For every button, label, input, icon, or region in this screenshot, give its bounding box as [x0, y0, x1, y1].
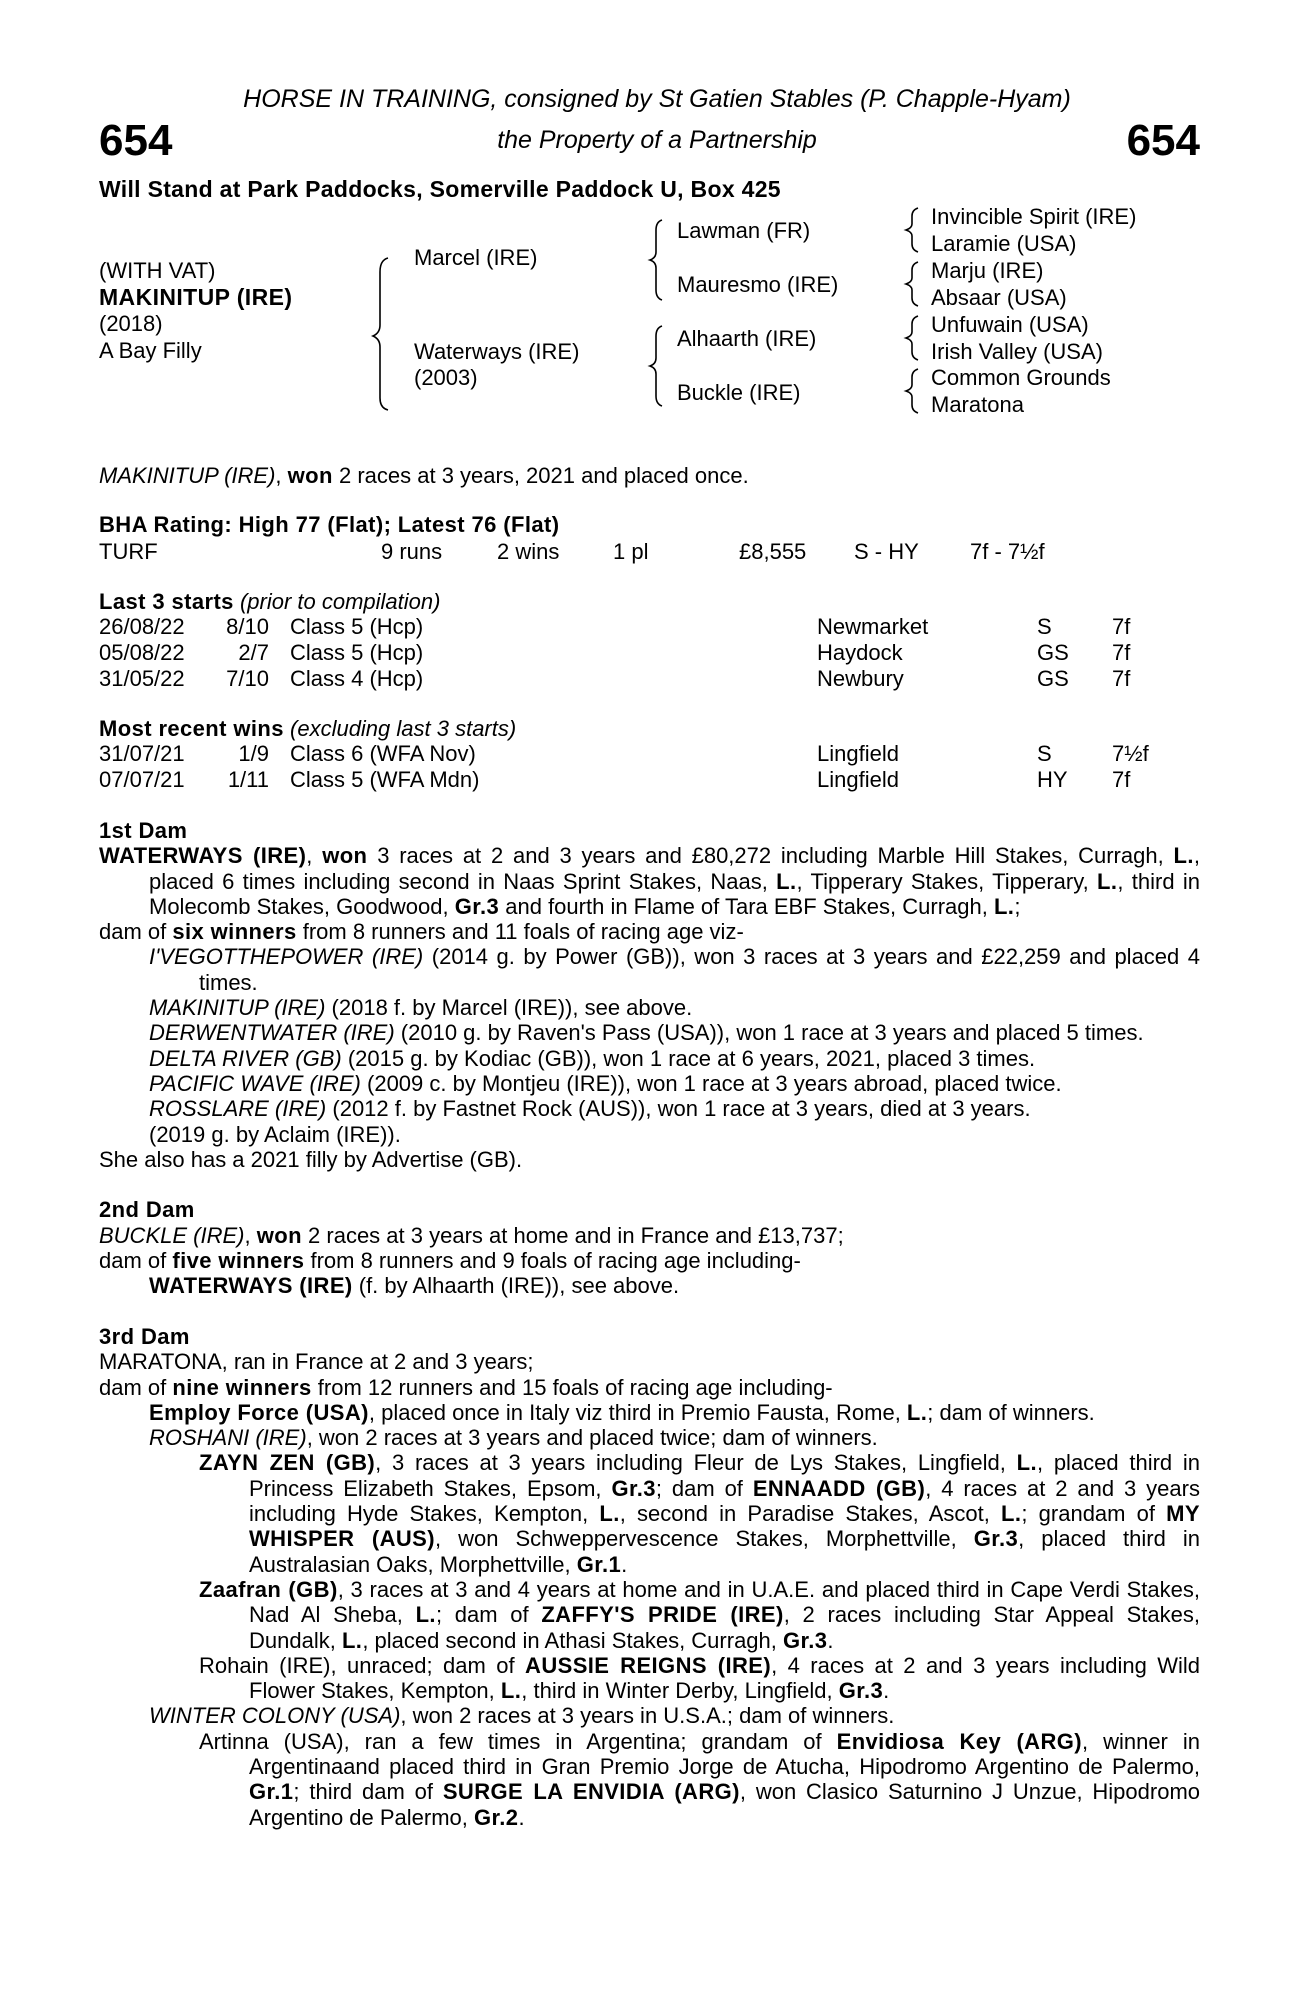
- text: .: [883, 1678, 890, 1704]
- text: , 3 races at 3 years including Fleur de Lys Stakes, Lingfield,: [375, 1450, 1017, 1476]
- recent-wins-heading: [99, 716, 516, 742]
- race-date: 26/08/22: [99, 614, 185, 639]
- race-dist: 7f: [1112, 640, 1131, 665]
- bold-text: L.: [1097, 868, 1118, 894]
- family-entry: [99, 1653, 1200, 1704]
- race-venue: Lingfield: [817, 767, 899, 792]
- bold-text: L.: [993, 893, 1015, 919]
- text: (2019 g. by Aclaim (IRE)).: [149, 1121, 401, 1147]
- bold-text: Gr.3: [783, 1627, 828, 1653]
- pedigree-braces: [0, 0, 1314, 440]
- rating-distance: 7f - 7½f: [970, 539, 1045, 564]
- family-entry: [99, 1577, 1200, 1653]
- race-dist: 7f: [1112, 767, 1131, 792]
- pedigree-dam-year: (2003): [414, 365, 478, 390]
- text: ,: [306, 843, 323, 869]
- brace-icon: [650, 220, 662, 300]
- family-entry: [99, 1223, 1200, 1248]
- bold-text: Gr.1: [249, 1779, 294, 1805]
- text: 3 races at 2 and 3 years and £80,272 including Marble Hill Stakes, Curragh,: [367, 843, 1174, 869]
- text: , won 2 races at 3 years in U.S.A.; dam of winners.: [400, 1703, 895, 1729]
- race-going: S: [1037, 614, 1052, 639]
- rating-prize: £8,555: [739, 539, 807, 564]
- rating-going: S - HY: [854, 539, 919, 564]
- bold-text: L.: [1016, 1450, 1037, 1476]
- race-pos: 2/7: [238, 640, 269, 665]
- race-date: 05/08/22: [99, 640, 185, 665]
- bold-text: L.: [341, 1627, 363, 1653]
- family-entry: [99, 995, 1200, 1020]
- family-entry: [99, 1400, 1200, 1425]
- family-entry: [99, 1046, 1200, 1071]
- family-entry: [99, 944, 1200, 995]
- lot-number-right: 654: [1126, 116, 1200, 165]
- text: (2012 f. by Fastnet Rock (AUS)), won 1 race at 3 years, died at 3 years.: [326, 1096, 1031, 1122]
- pedigree-great-grandparent: Maratona: [931, 392, 1024, 417]
- text: , placed third in Princess Elizabeth Stakes, Epsom,: [249, 1450, 1201, 1501]
- text: , placed 6 times including second in Naas Sprint Stakes, Naas,: [149, 843, 1200, 894]
- italic-text: WINTER COLONY (USA): [149, 1703, 401, 1729]
- italic-text: DERWENTWATER (IRE): [149, 1020, 395, 1046]
- last-starts-note: (prior to compilation): [233, 589, 441, 614]
- brace-icon: [906, 208, 918, 252]
- italic-text: I'VEGOTTHEPOWER (IRE): [149, 944, 424, 970]
- text: ;: [1014, 893, 1021, 919]
- text: .: [827, 1627, 834, 1653]
- vat-note: (WITH VAT): [99, 258, 216, 283]
- race-class: Class 6 (WFA Nov): [290, 741, 476, 766]
- text: (2009 c. by Montjeu (IRE)), won 1 race at 3 years abroad, placed twice.: [360, 1070, 1062, 1096]
- horse-year: (2018): [99, 311, 163, 336]
- text: dam of: [99, 919, 173, 945]
- text: Artinna (USA), ran a few times in Argentina; grandam of: [199, 1728, 837, 1754]
- family-entry: [99, 1147, 1200, 1172]
- brace-icon: [906, 316, 918, 360]
- text: and fourth in Flame of Tara EBF Stakes, Curragh,: [499, 893, 994, 919]
- race-date: 31/05/22: [99, 666, 185, 691]
- family-entry: [99, 1425, 1200, 1450]
- bold-text: six winners: [172, 919, 297, 945]
- summary-text: 2 races at 3 years, 2021 and placed once.: [332, 463, 749, 488]
- text: .: [621, 1551, 628, 1577]
- horse-name: MAKINITUP (IRE): [99, 284, 293, 310]
- bold-text: L.: [1173, 843, 1194, 869]
- italic-text: ROSHANI (IRE): [149, 1425, 307, 1451]
- text: , third in Molecomb Stakes, Goodwood,: [149, 868, 1200, 919]
- bold-text: won: [256, 1222, 302, 1248]
- bold-text: ZAFFY'S PRIDE (IRE): [541, 1602, 784, 1628]
- bold-text: WATERWAYS (IRE): [149, 1273, 353, 1299]
- pedigree-great-grandparent: Common Grounds: [931, 365, 1111, 390]
- bold-text: ENNAADD (GB): [752, 1475, 926, 1501]
- text: ,: [244, 1222, 257, 1248]
- dam-heading: 1st Dam: [99, 818, 188, 843]
- bold-text: five winners: [172, 1248, 305, 1274]
- text: MARATONA, ran in France at 2 and 3 years;: [99, 1349, 534, 1375]
- text: (2018 f. by Marcel (IRE)), see above.: [325, 995, 693, 1021]
- text: dam of: [99, 1374, 173, 1400]
- summary-horse-name: MAKINITUP (IRE): [99, 463, 276, 488]
- brace-icon: [650, 326, 662, 406]
- bold-text: Gr.2: [474, 1804, 519, 1830]
- race-venue: Haydock: [817, 640, 903, 665]
- bold-text: Gr.3: [838, 1678, 884, 1704]
- text: ; third dam of: [293, 1779, 443, 1805]
- text: , 4 races at 2 and 3 years including Hyde Stakes, Kempton,: [249, 1475, 1200, 1527]
- bold-text: nine winners: [172, 1374, 312, 1400]
- text: ; dam of winners.: [927, 1399, 1095, 1425]
- race-summary: [99, 463, 749, 489]
- race-pos: 7/10: [226, 666, 269, 691]
- pedigree-grandparent: Buckle (IRE): [677, 380, 801, 405]
- rating-wins: 2 wins: [497, 539, 560, 564]
- pedigree-sire: Marcel (IRE): [414, 245, 538, 270]
- text: , winner in Argentinaand placed third in Gran Premio Jorge de Atucha, Hipodromo Argentino de Palermo,: [249, 1728, 1200, 1779]
- pedigree-great-grandparent: Marju (IRE): [931, 258, 1044, 283]
- dam-heading: 3rd Dam: [99, 1323, 190, 1349]
- bold-text: SURGE LA ENVIDIA (ARG): [442, 1779, 740, 1805]
- family-entry: [99, 1349, 1200, 1374]
- bold-text: L.: [776, 868, 797, 894]
- text: (f. by Alhaarth (IRE)), see above.: [352, 1273, 680, 1299]
- horse-description: A Bay Filly: [99, 338, 202, 363]
- italic-text: PACIFIC WAVE (IRE): [149, 1070, 361, 1096]
- bold-text: L.: [599, 1501, 620, 1527]
- text: ; dam of: [435, 1602, 542, 1628]
- text: , Tipperary Stakes, Tipperary,: [796, 868, 1098, 894]
- pedigree-great-grandparent: Laramie (USA): [931, 231, 1077, 256]
- italic-text: BUCKLE (IRE): [99, 1222, 245, 1248]
- race-date: 07/07/21: [99, 767, 185, 792]
- stand-location: Will Stand at Park Paddocks, Somerville Paddock U, Box 425: [99, 176, 781, 202]
- dam-heading: 2nd Dam: [99, 1197, 195, 1223]
- pedigree-grandparent: Mauresmo (IRE): [677, 272, 839, 297]
- text: .: [518, 1804, 525, 1830]
- summary-won: won: [287, 463, 333, 488]
- text: from 8 runners and 11 foals of racing age viz-: [296, 919, 744, 945]
- pedigree-great-grandparent: Invincible Spirit (IRE): [931, 204, 1137, 229]
- bold-text: L.: [906, 1399, 928, 1425]
- text: from 8 runners and 9 foals of racing age including-: [304, 1248, 801, 1274]
- recent-wins-note: (excluding last 3 starts): [283, 716, 517, 741]
- summary-sep: ,: [275, 463, 288, 488]
- family-entry: [99, 1375, 1200, 1400]
- text: Rohain (IRE), unraced; dam of: [199, 1652, 526, 1678]
- race-class: Class 5 (Hcp): [290, 640, 424, 665]
- family-entry: [99, 1071, 1200, 1096]
- rating-runs: 9 runs: [381, 539, 443, 564]
- spacer: [99, 1172, 1200, 1197]
- race-class: Class 5 (Hcp): [290, 614, 424, 639]
- race-class: Class 5 (WFA Mdn): [290, 767, 480, 792]
- vendor-line: the Property of a Partnership: [497, 126, 817, 154]
- text: , won Clasico Saturnino J Unzue, Hipodromo Argentino de Palermo,: [249, 1779, 1201, 1830]
- race-going: GS: [1037, 640, 1069, 665]
- bha-rating: BHA Rating: High 77 (Flat); Latest 76 (Flat): [99, 512, 560, 537]
- bold-text: L.: [1001, 1501, 1022, 1527]
- bold-text: Envidiosa Key (ARG): [836, 1728, 1082, 1754]
- brace-icon: [906, 369, 918, 413]
- text: , third in Winter Derby, Lingfield,: [521, 1678, 839, 1704]
- text: , 2 races including Star Appeal Stakes, Dundalk,: [249, 1602, 1200, 1653]
- bold-text: Gr.3: [973, 1526, 1019, 1552]
- rating-surface: TURF: [99, 539, 158, 564]
- bold-text: AUSSIE REIGNS (IRE): [525, 1652, 772, 1678]
- bold-text: L.: [415, 1602, 436, 1628]
- recent-wins-title: Most recent wins: [99, 716, 284, 741]
- bold-text: WATERWAYS (IRE): [99, 843, 307, 869]
- bold-text: Gr.3: [454, 893, 500, 919]
- text: , second in Paradise Stakes, Ascot,: [619, 1501, 1002, 1527]
- brace-icon: [906, 262, 918, 306]
- pedigree-grandparent: Alhaarth (IRE): [677, 326, 817, 351]
- text: , placed once in Italy viz third in Premio Fausta, Rome,: [368, 1399, 907, 1425]
- text: 2 races at 3 years at home and in France and £13,737;: [301, 1222, 844, 1248]
- text: , placed second in Athasi Stakes, Curragh,: [362, 1627, 783, 1653]
- lot-number-left: 654: [99, 116, 173, 165]
- bold-text: ZAYN ZEN (GB): [199, 1450, 376, 1476]
- text: , won Schweppervescence Stakes, Morphettville,: [434, 1526, 974, 1552]
- family-entry: [99, 1096, 1200, 1121]
- race-going: HY: [1037, 767, 1068, 792]
- catalogue-header: HORSE IN TRAINING, consigned by St Gatien Stables (P. Chapple-Hyam): [243, 85, 1071, 113]
- bold-text: MY WHISPER (AUS): [249, 1501, 1200, 1552]
- race-going: S: [1037, 741, 1052, 766]
- bold-text: Gr.3: [611, 1475, 656, 1501]
- text: , won 2 races at 3 years and placed twice; dam of winners.: [306, 1425, 878, 1451]
- pedigree-great-grandparent: Unfuwain (USA): [931, 312, 1089, 337]
- family-notes: [99, 818, 1200, 1830]
- race-venue: Lingfield: [817, 741, 899, 766]
- race-dist: 7f: [1112, 614, 1131, 639]
- race-pos: 1/11: [227, 767, 269, 792]
- race-venue: Newbury: [817, 666, 904, 691]
- race-class: Class 4 (Hcp): [290, 666, 424, 691]
- rating-placed: 1 pl: [613, 539, 649, 564]
- race-date: 31/07/21: [99, 741, 185, 766]
- bold-text: Zaafran (GB): [199, 1576, 338, 1602]
- brace-icon: [373, 258, 388, 410]
- race-venue: Newmarket: [817, 614, 929, 639]
- last-starts-title: Last 3 starts: [99, 589, 234, 614]
- pedigree-grandparent: Lawman (FR): [677, 218, 811, 243]
- pedigree-great-grandparent: Absaar (USA): [931, 285, 1067, 310]
- family-entry: [99, 1020, 1200, 1045]
- family-entry: [99, 1122, 1200, 1147]
- italic-text: MAKINITUP (IRE): [149, 995, 326, 1021]
- text: (2010 g. by Raven's Pass (USA)), won 1 race at 3 years and placed 5 times.: [394, 1020, 1144, 1046]
- italic-text: DELTA RIVER (GB): [149, 1045, 342, 1071]
- family-entry: [99, 1703, 1200, 1728]
- text: from 12 runners and 15 foals of racing age including-: [311, 1374, 833, 1400]
- pedigree-great-grandparent: Irish Valley (USA): [931, 339, 1103, 364]
- italic-text: ROSSLARE (IRE): [149, 1096, 327, 1122]
- text: dam of: [99, 1248, 173, 1274]
- bold-text: Employ Force (USA): [149, 1399, 369, 1425]
- family-entry: [99, 843, 1200, 919]
- family-entry: [99, 1273, 1200, 1298]
- family-entry: [99, 1729, 1200, 1830]
- family-entry: [99, 1450, 1200, 1576]
- text: (2014 g. by Power (GB)), won 3 races at 3 years and £22,259 and placed 4 times.: [199, 944, 1201, 995]
- bold-text: Gr.1: [576, 1551, 622, 1577]
- text: , 4 races at 2 and 3 years including Wild Flower Stakes, Kempton,: [249, 1652, 1200, 1704]
- bold-text: won: [322, 843, 368, 869]
- race-dist: 7f: [1112, 666, 1131, 691]
- text: , 3 races at 3 and 4 years at home and in U.A.E. and placed third in Cape Verdi Stakes, Nad Al Sheba,: [249, 1576, 1200, 1628]
- family-entry: [99, 1248, 1200, 1273]
- race-pos: 1/9: [238, 741, 269, 766]
- race-pos: 8/10: [226, 614, 269, 639]
- text: ; dam of: [655, 1475, 753, 1501]
- last-starts-heading: [99, 589, 440, 615]
- text: She also has a 2021 filly by Advertise (GB).: [99, 1146, 523, 1172]
- race-going: GS: [1037, 666, 1069, 691]
- bold-text: L.: [500, 1678, 522, 1704]
- pedigree-dam: Waterways (IRE): [414, 339, 580, 364]
- text: (2015 g. by Kodiac (GB)), won 1 race at 6 years, 2021, placed 3 times.: [341, 1045, 1036, 1071]
- spacer: [99, 1299, 1200, 1324]
- family-entry: [99, 919, 1200, 944]
- text: ; grandam of: [1021, 1501, 1167, 1527]
- text: , placed third in Australasian Oaks, Morphettville,: [249, 1526, 1200, 1577]
- race-dist: 7½f: [1112, 741, 1149, 766]
